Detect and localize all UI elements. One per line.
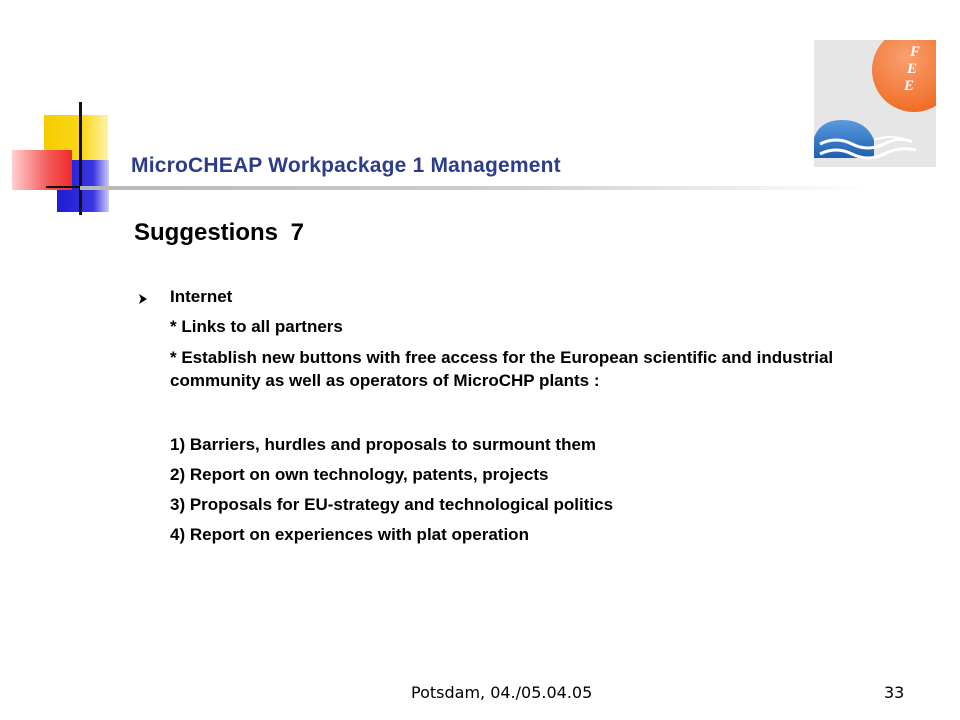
fee-logo [814, 40, 936, 167]
list-item: 1) Barriers, hurdles and proposals to surmount them [170, 435, 597, 454]
arrow-bullet-icon [136, 292, 150, 306]
title-underline [80, 186, 870, 190]
footer-text: Potsdam, 04./05.04.05 [411, 683, 593, 702]
list-item: 2) Report on own technology, patents, projects [170, 465, 549, 484]
decor-red-square [12, 150, 72, 190]
list-item: * Establish new buttons with free access for the European scientific and industrial community as well as operators of MicroCHP plants : [170, 348, 834, 390]
logo-letter-2: E [907, 61, 918, 77]
logo-letter-3: E [904, 78, 915, 94]
logo-letter-1: F [910, 44, 921, 60]
list-item: 4) Report on experiences with plat operation [170, 525, 529, 544]
bullet-internet: Internet [170, 287, 233, 306]
page-number: 33 [884, 683, 905, 702]
section-heading: Suggestions 7 [134, 219, 305, 246]
decor-vertical-line [79, 102, 82, 215]
slide-title: MicroCHEAP Workpackage 1 Management [131, 154, 561, 177]
list-item: 3) Proposals for EU-strategy and technological politics [170, 495, 614, 514]
list-item: * Links to all partners [170, 317, 343, 336]
